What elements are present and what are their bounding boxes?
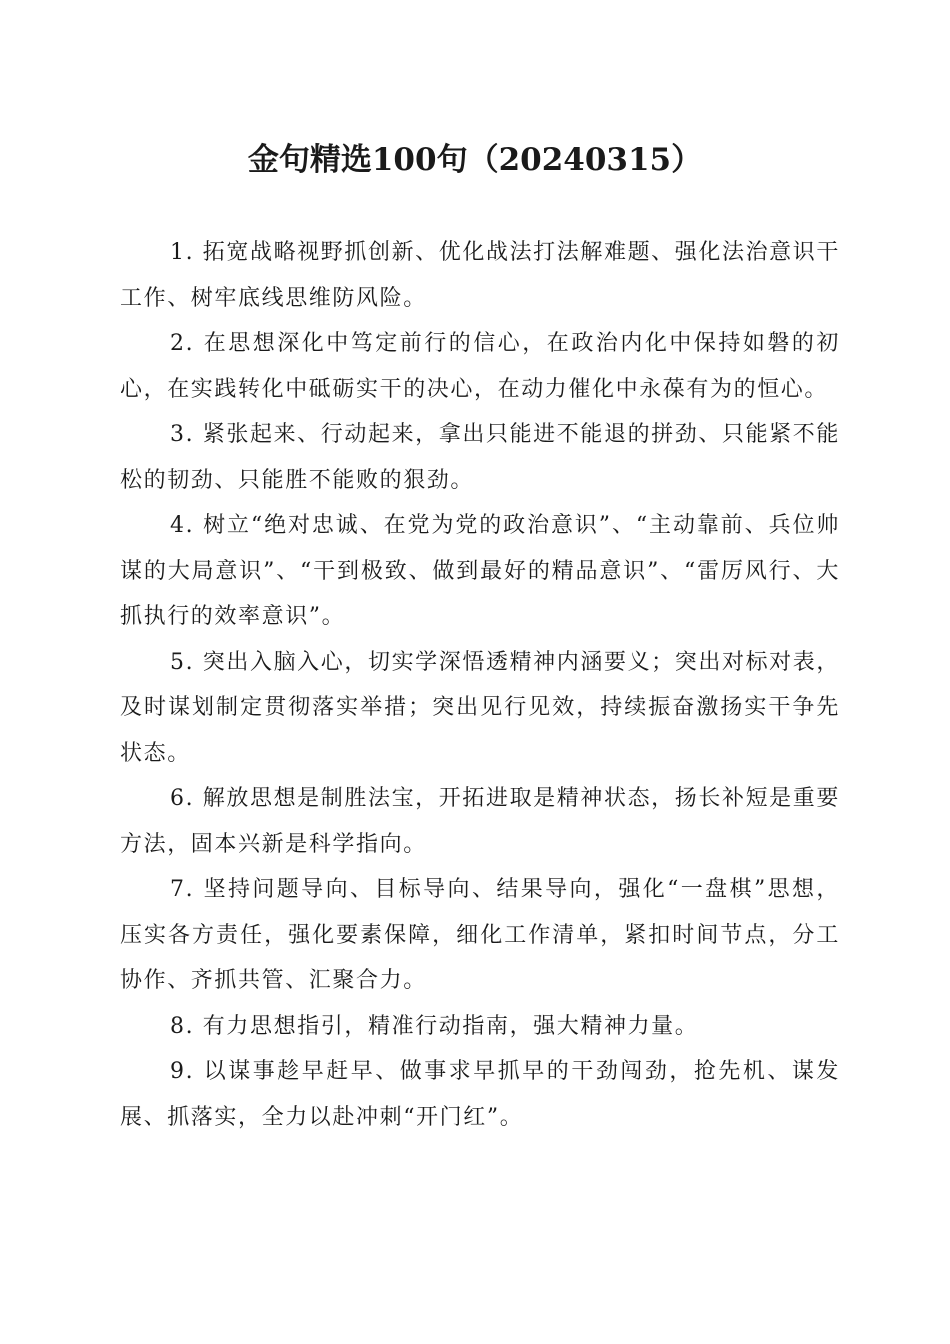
paragraph-1: 1. 拓宽战略视野抓创新、优化战法打法解难题、强化法治意识干工作、树牢底线思维防风险。 <box>120 240 840 311</box>
paragraph-8: 8. 有力思想指引，精准行动指南，强大精神力量。 <box>170 1013 699 1039</box>
paragraph-2: 2. 在思想深化中笃定前行的信心，在政治内化中保持如磐的初心，在实践转化中砥砺实干的决心，在动力催化中永葆有为的恒心。 <box>120 331 840 402</box>
paragraph-5: 5. 突出入脑入心，切实学深悟透精神内涵要义；突出对标对表，及时谋划制定贯彻落实举措；突出见行见效，持续振奋激扬实干争先状态。 <box>120 649 840 766</box>
paragraph-3: 3. 紧张起来、行动起来，拿出只能进不能退的拼劲、只能紧不能松的韧劲、只能胜不能败的狠劲。 <box>120 422 840 493</box>
document-title: 金句精选100句（20240315） <box>247 142 703 178</box>
document-body <box>120 230 840 1140</box>
paragraph-6: 6. 解放思想是制胜法宝，开拓进取是精神状态，扬长补短是重要方法，固本兴新是科学指向。 <box>120 786 840 857</box>
paragraph-7: 7. 坚持问题导向、目标导向、结果导向，强化“一盘棋”思想，压实各方责任，强化要素保障，细化工作清单，紧扣时间节点，分工协作、齐抓共管、汇聚合力。 <box>120 877 840 993</box>
paragraph-9: 9. 以谋事趁早赶早、做事求早抓早的干劲闯劲，抢先机、谋发展、抓落实，全力以赴冲刺“开门红”。 <box>120 1059 840 1130</box>
paragraph-4: 4. 树立“绝对忠诚、在党为党的政治意识”、“主动靠前、兵位帅谋的大局意识”、“干到极致、做到最好的精品意识”、“雷厉风行、大抓执行的效率意识”。 <box>120 513 840 629</box>
